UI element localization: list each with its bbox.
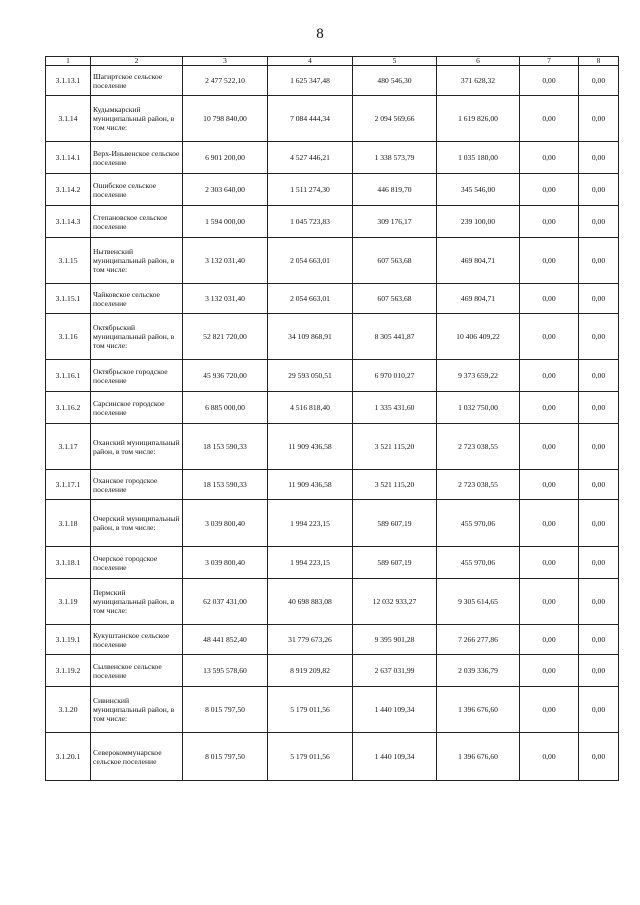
table-body xyxy=(46,66,619,781)
row-name: Кудымкарский муниципальный район, в том числе: xyxy=(91,96,183,142)
row-value-col5: 607 563,68 xyxy=(353,238,437,284)
row-value-col6: 1 035 180,00 xyxy=(437,142,520,174)
row-value-col4: 4 527 446,21 xyxy=(268,142,353,174)
header-row xyxy=(46,57,619,66)
row-value-col7: 0,00 xyxy=(520,360,579,392)
table-row xyxy=(46,360,619,392)
row-code: 3.1.19.1 xyxy=(46,625,91,655)
row-value-col3: 45 936 720,00 xyxy=(183,360,268,392)
row-value-col7: 0,00 xyxy=(520,174,579,206)
row-code: 3.1.16 xyxy=(46,314,91,360)
row-value-col5: 480 546,30 xyxy=(353,66,437,96)
row-code: 3.1.20.1 xyxy=(46,733,91,781)
row-value-col7: 0,00 xyxy=(520,655,579,687)
row-value-col7: 0,00 xyxy=(520,687,579,733)
table-row xyxy=(46,579,619,625)
table-row xyxy=(46,66,619,96)
table-row xyxy=(46,174,619,206)
row-value-col3: 1 594 000,00 xyxy=(183,206,268,238)
row-value-col6: 2 723 038,55 xyxy=(437,424,520,470)
row-value-col6: 455 970,06 xyxy=(437,547,520,579)
row-value-col5: 2 637 031,99 xyxy=(353,655,437,687)
row-name: Кукуштанское сельское поселение xyxy=(91,625,183,655)
row-value-col4: 1 994 223,15 xyxy=(268,500,353,547)
row-value-col3: 62 037 431,00 xyxy=(183,579,268,625)
budget-table xyxy=(45,56,619,781)
page-number: 8 xyxy=(316,26,324,42)
row-name: Октябрьское городское поселение xyxy=(91,360,183,392)
row-value-col8: 0,00 xyxy=(579,284,619,314)
row-value-col5: 607 563,68 xyxy=(353,284,437,314)
row-value-col6: 455 970,06 xyxy=(437,500,520,547)
row-value-col4: 1 511 274,30 xyxy=(268,174,353,206)
row-value-col4: 5 179 011,56 xyxy=(268,687,353,733)
column-header: 1 xyxy=(46,57,91,66)
row-value-col8: 0,00 xyxy=(579,174,619,206)
row-value-col4: 8 919 209,82 xyxy=(268,655,353,687)
row-value-col6: 1 032 750,00 xyxy=(437,392,520,424)
column-header: 3 xyxy=(183,57,268,66)
row-name: Степановское сельское поселение xyxy=(91,206,183,238)
row-value-col6: 469 804,71 xyxy=(437,284,520,314)
row-value-col8: 0,00 xyxy=(579,687,619,733)
row-name: Верх-Иньвенское сельское поселение xyxy=(91,142,183,174)
row-code: 3.1.13.1 xyxy=(46,66,91,96)
row-value-col5: 2 094 569,66 xyxy=(353,96,437,142)
row-value-col7: 0,00 xyxy=(520,500,579,547)
row-value-col5: 8 305 441,87 xyxy=(353,314,437,360)
row-value-col6: 10 406 409,22 xyxy=(437,314,520,360)
row-value-col6: 345 546,00 xyxy=(437,174,520,206)
row-value-col8: 0,00 xyxy=(579,142,619,174)
table-row xyxy=(46,96,619,142)
row-name: Сылвенское сельское поселение xyxy=(91,655,183,687)
row-value-col4: 1 994 223,15 xyxy=(268,547,353,579)
row-value-col7: 0,00 xyxy=(520,625,579,655)
row-value-col4: 29 593 050,51 xyxy=(268,360,353,392)
row-code: 3.1.16.1 xyxy=(46,360,91,392)
row-value-col8: 0,00 xyxy=(579,579,619,625)
row-value-col5: 589 607,19 xyxy=(353,500,437,547)
row-code: 3.1.15 xyxy=(46,238,91,284)
row-value-col8: 0,00 xyxy=(579,392,619,424)
row-value-col4: 1 045 723,83 xyxy=(268,206,353,238)
row-value-col3: 8 015 797,50 xyxy=(183,733,268,781)
row-value-col7: 0,00 xyxy=(520,142,579,174)
row-value-col8: 0,00 xyxy=(579,360,619,392)
row-value-col8: 0,00 xyxy=(579,424,619,470)
row-code: 3.1.16.2 xyxy=(46,392,91,424)
table-row xyxy=(46,142,619,174)
row-code: 3.1.19 xyxy=(46,579,91,625)
row-value-col7: 0,00 xyxy=(520,470,579,500)
row-name: Нытвенский муниципальный район, в том числе: xyxy=(91,238,183,284)
row-value-col3: 10 798 840,00 xyxy=(183,96,268,142)
row-name: Шагиртское сельское поселение xyxy=(91,66,183,96)
row-value-col3: 3 132 031,40 xyxy=(183,284,268,314)
row-value-col4: 11 909 436,58 xyxy=(268,470,353,500)
row-value-col6: 2 723 038,55 xyxy=(437,470,520,500)
row-name: Северокоммунарское сельское поселение xyxy=(91,733,183,781)
row-code: 3.1.17 xyxy=(46,424,91,470)
row-code: 3.1.20 xyxy=(46,687,91,733)
row-value-col8: 0,00 xyxy=(579,66,619,96)
row-value-col5: 1 440 109,34 xyxy=(353,733,437,781)
row-code: 3.1.17.1 xyxy=(46,470,91,500)
row-value-col7: 0,00 xyxy=(520,579,579,625)
table-row xyxy=(46,284,619,314)
row-value-col6: 1 619 826,00 xyxy=(437,96,520,142)
row-name: Очерское городское поселение xyxy=(91,547,183,579)
row-name: Ошибское сельское поселение xyxy=(91,174,183,206)
row-code: 3.1.18.1 xyxy=(46,547,91,579)
row-value-col6: 371 628,32 xyxy=(437,66,520,96)
row-value-col3: 18 153 590,33 xyxy=(183,424,268,470)
row-value-col6: 1 396 676,60 xyxy=(437,733,520,781)
row-value-col6: 2 039 336,79 xyxy=(437,655,520,687)
row-value-col7: 0,00 xyxy=(520,547,579,579)
row-value-col3: 2 303 640,00 xyxy=(183,174,268,206)
table-row xyxy=(46,238,619,284)
row-value-col5: 309 176,17 xyxy=(353,206,437,238)
row-value-col3: 2 477 522,10 xyxy=(183,66,268,96)
row-value-col4: 31 779 673,26 xyxy=(268,625,353,655)
row-name: Сарсинское городское поселение xyxy=(91,392,183,424)
row-value-col6: 7 266 277,86 xyxy=(437,625,520,655)
row-value-col4: 2 054 663,01 xyxy=(268,238,353,284)
column-header: 5 xyxy=(353,57,437,66)
row-value-col3: 8 015 797,50 xyxy=(183,687,268,733)
row-name: Очерский муниципальный район, в том числе: xyxy=(91,500,183,547)
table-row xyxy=(46,392,619,424)
table-row xyxy=(46,314,619,360)
row-value-col8: 0,00 xyxy=(579,500,619,547)
row-value-col7: 0,00 xyxy=(520,733,579,781)
row-value-col3: 13 595 578,60 xyxy=(183,655,268,687)
row-value-col5: 589 607,19 xyxy=(353,547,437,579)
row-value-col5: 9 395 901,28 xyxy=(353,625,437,655)
row-value-col4: 34 109 868,91 xyxy=(268,314,353,360)
table-row xyxy=(46,547,619,579)
row-value-col3: 48 441 852,40 xyxy=(183,625,268,655)
row-value-col4: 11 909 436,58 xyxy=(268,424,353,470)
row-value-col8: 0,00 xyxy=(579,96,619,142)
row-value-col3: 52 821 720,00 xyxy=(183,314,268,360)
row-value-col6: 9 373 659,22 xyxy=(437,360,520,392)
row-value-col7: 0,00 xyxy=(520,66,579,96)
row-code: 3.1.19.2 xyxy=(46,655,91,687)
row-value-col4: 40 698 883,08 xyxy=(268,579,353,625)
row-name: Октябрьский муниципальный район, в том числе: xyxy=(91,314,183,360)
table-row xyxy=(46,655,619,687)
row-code: 3.1.14.3 xyxy=(46,206,91,238)
row-code: 3.1.14.1 xyxy=(46,142,91,174)
column-header: 8 xyxy=(579,57,619,66)
row-value-col4: 7 084 444,34 xyxy=(268,96,353,142)
row-value-col3: 3 132 031,40 xyxy=(183,238,268,284)
row-value-col8: 0,00 xyxy=(579,655,619,687)
row-value-col5: 1 335 431,60 xyxy=(353,392,437,424)
row-value-col7: 0,00 xyxy=(520,238,579,284)
row-value-col3: 3 039 800,40 xyxy=(183,500,268,547)
row-code: 3.1.15.1 xyxy=(46,284,91,314)
row-name: Пермский муниципальный район, в том числе: xyxy=(91,579,183,625)
row-value-col4: 5 179 011,56 xyxy=(268,733,353,781)
row-code: 3.1.14 xyxy=(46,96,91,142)
table-row xyxy=(46,687,619,733)
row-value-col3: 18 153 590,33 xyxy=(183,470,268,500)
row-value-col4: 4 516 818,40 xyxy=(268,392,353,424)
row-value-col5: 1 338 573,79 xyxy=(353,142,437,174)
table-row xyxy=(46,424,619,470)
row-value-col7: 0,00 xyxy=(520,284,579,314)
row-value-col6: 469 804,71 xyxy=(437,238,520,284)
row-value-col6: 9 305 614,65 xyxy=(437,579,520,625)
row-value-col8: 0,00 xyxy=(579,314,619,360)
row-value-col7: 0,00 xyxy=(520,206,579,238)
row-name: Чайковское сельское поселение xyxy=(91,284,183,314)
table-row xyxy=(46,625,619,655)
table-row xyxy=(46,733,619,781)
row-value-col5: 6 970 010,27 xyxy=(353,360,437,392)
row-name: Оханское городское поселение xyxy=(91,470,183,500)
row-value-col5: 3 521 115,20 xyxy=(353,424,437,470)
table-row xyxy=(46,470,619,500)
row-value-col5: 3 521 115,20 xyxy=(353,470,437,500)
row-value-col7: 0,00 xyxy=(520,392,579,424)
row-value-col7: 0,00 xyxy=(520,314,579,360)
row-value-col8: 0,00 xyxy=(579,625,619,655)
row-value-col7: 0,00 xyxy=(520,96,579,142)
row-value-col4: 1 625 347,48 xyxy=(268,66,353,96)
row-value-col8: 0,00 xyxy=(579,733,619,781)
column-header: 6 xyxy=(437,57,520,66)
row-value-col5: 12 032 933,27 xyxy=(353,579,437,625)
row-value-col8: 0,00 xyxy=(579,238,619,284)
row-value-col8: 0,00 xyxy=(579,470,619,500)
row-code: 3.1.18 xyxy=(46,500,91,547)
row-value-col6: 1 396 676,60 xyxy=(437,687,520,733)
column-header: 4 xyxy=(268,57,353,66)
row-name: Оханский муниципальный район, в том числе: xyxy=(91,424,183,470)
row-value-col3: 6 885 000,00 xyxy=(183,392,268,424)
row-value-col5: 446 819,70 xyxy=(353,174,437,206)
column-header: 2 xyxy=(91,57,183,66)
row-value-col8: 0,00 xyxy=(579,206,619,238)
row-value-col6: 239 100,00 xyxy=(437,206,520,238)
row-value-col5: 1 440 109,34 xyxy=(353,687,437,733)
row-name: Сивинский муниципальный район, в том числе: xyxy=(91,687,183,733)
row-value-col3: 3 039 800,40 xyxy=(183,547,268,579)
row-value-col8: 0,00 xyxy=(579,547,619,579)
table-row xyxy=(46,500,619,547)
column-header: 7 xyxy=(520,57,579,66)
row-value-col4: 2 054 663,01 xyxy=(268,284,353,314)
row-code: 3.1.14.2 xyxy=(46,174,91,206)
table-row xyxy=(46,206,619,238)
row-value-col7: 0,00 xyxy=(520,424,579,470)
row-value-col3: 6 901 200,00 xyxy=(183,142,268,174)
